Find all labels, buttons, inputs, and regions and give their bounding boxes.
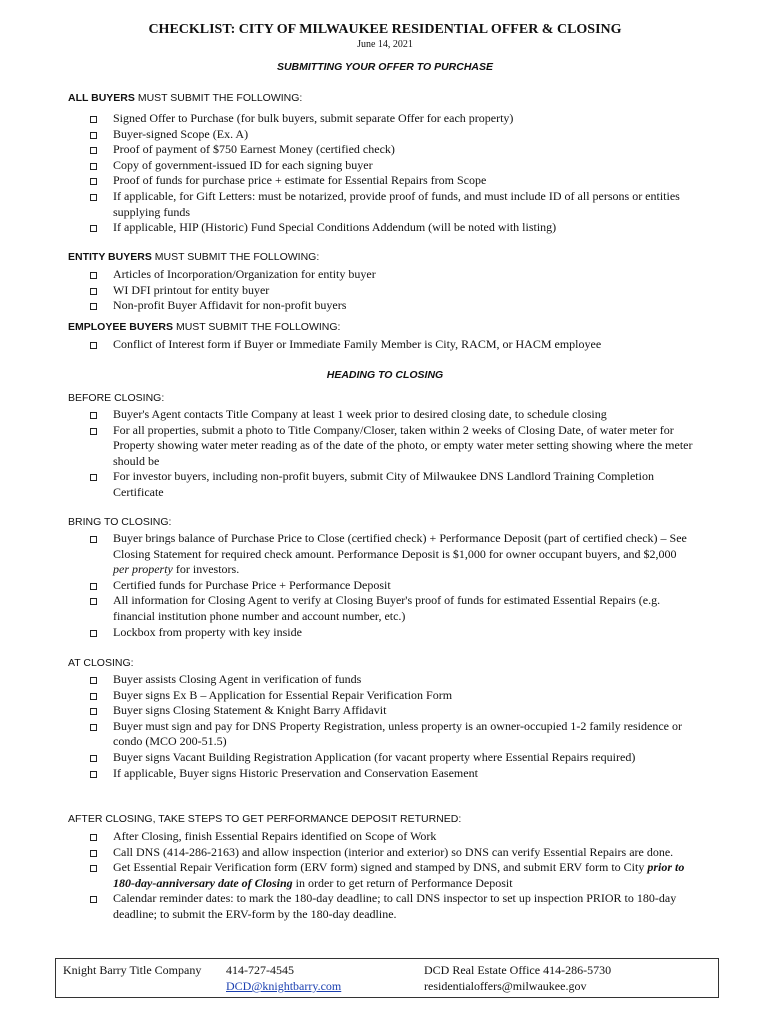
checkbox-icon[interactable] xyxy=(90,412,97,419)
checkbox-icon[interactable] xyxy=(90,428,97,435)
checkbox-icon[interactable] xyxy=(90,834,97,841)
document-title: CHECKLIST: CITY OF MILWAUKEE RESIDENTIAL OFFER & CLOSING xyxy=(148,22,622,37)
list-item: Buyer brings balance of Purchase Price to Close (certified check) + Performance Deposit (part of certified check) – See Closing Statement for required check amount. Performance Deposit is $1,000 for owner occupant buyers, and $2,000 per property for investors. xyxy=(0,531,693,578)
checkbox-icon[interactable] xyxy=(90,536,97,543)
entity-buyers-label: ENTITY BUYERS MUST SUBMIT THE FOLLOWING: xyxy=(68,251,320,263)
before-closing-label: BEFORE CLOSING: xyxy=(68,392,165,404)
checkbox-icon[interactable] xyxy=(90,724,97,731)
list-item: Buyer signs Vacant Building Registration Application (for vacant property where Essential Repairs required) xyxy=(0,750,693,766)
list-item: Certified funds for Purchase Price + Performance Deposit xyxy=(0,578,693,594)
list-item: If applicable, HIP (Historic) Fund Special Conditions Addendum (will be noted with listing) xyxy=(0,220,693,236)
list-item: For investor buyers, including non-profit buyers, submit City of Milwaukee DNS Landlord Training Completion Certificate xyxy=(0,469,693,500)
list-item: Lockbox from property with key inside xyxy=(0,625,693,641)
checkbox-icon[interactable] xyxy=(90,583,97,590)
list-item: Buyer signs Ex B – Application for Essential Repair Verification Form xyxy=(0,688,693,704)
all-buyers-label: ALL BUYERS MUST SUBMIT THE FOLLOWING: xyxy=(68,92,303,104)
checkbox-icon[interactable] xyxy=(90,474,97,481)
list-item: Buyer-signed Scope (Ex. A) xyxy=(0,127,693,143)
after-closing-label: AFTER CLOSING, TAKE STEPS TO GET PERFORMANCE DEPOSIT RETURNED: xyxy=(68,813,462,825)
list-item: Get Essential Repair Verification form (ERV form) signed and stamped by DNS, and submit ERV form to City prior to 180-day-anniversary date of Closing in order to get return of Performance Deposit xyxy=(0,860,693,891)
list-item: Signed Offer to Purchase (for bulk buyers, submit separate Offer for each property) xyxy=(0,111,693,127)
footer-phone: 414-727-4545 xyxy=(226,963,294,977)
checkbox-icon[interactable] xyxy=(90,194,97,201)
checkbox-icon[interactable] xyxy=(90,225,97,232)
checkbox-icon[interactable] xyxy=(90,771,97,778)
footer-office: DCD Real Estate Office 414-286-5730 xyxy=(424,963,612,977)
document-date: June 14, 2021 xyxy=(357,39,413,50)
all-buyers-list xyxy=(0,111,693,236)
contact-footer xyxy=(55,958,719,998)
checkbox-icon[interactable] xyxy=(90,147,97,154)
checkbox-icon[interactable] xyxy=(90,288,97,295)
list-item: If applicable, Buyer signs Historic Preservation and Conservation Easement xyxy=(0,766,693,782)
footer-company: Knight Barry Title Company xyxy=(63,963,202,977)
before-closing-list xyxy=(0,407,693,501)
list-item: Call DNS (414-286-2163) and allow inspection (interior and exterior) so DNS can verify Essential Repairs are done. xyxy=(0,845,693,861)
list-item: Articles of Incorporation/Organization for entity buyer xyxy=(0,267,693,283)
list-item: Conflict of Interest form if Buyer or Immediate Family Member is City, RACM, or HACM employee xyxy=(0,337,693,353)
list-item: For all properties, submit a photo to Title Company/Closer, taken within 2 weeks of Closing Date, of water meter for Property showing water meter reading as of the date of the photo, or empty water meter setting showing where the meter should be xyxy=(0,423,693,470)
checkbox-icon[interactable] xyxy=(90,598,97,605)
checkbox-icon[interactable] xyxy=(90,693,97,700)
checkbox-icon[interactable] xyxy=(90,342,97,349)
employee-buyers-list xyxy=(0,337,693,353)
bring-to-closing-label: BRING TO CLOSING: xyxy=(68,516,172,528)
list-item: Buyer must sign and pay for DNS Property Registration, unless property is an owner-occupied 1-2 family residence or condo (MCO 200-51.5) xyxy=(0,719,693,750)
list-item: Buyer signs Closing Statement & Knight Barry Affidavit xyxy=(0,703,693,719)
checkbox-icon[interactable] xyxy=(90,272,97,279)
list-item: Copy of government-issued ID for each signing buyer xyxy=(0,158,693,174)
list-item: If applicable, for Gift Letters: must be notarized, provide proof of funds, and must include ID of all persons or entities supplying funds xyxy=(0,189,693,220)
employee-buyers-label: EMPLOYEE BUYERS MUST SUBMIT THE FOLLOWING: xyxy=(68,321,341,333)
list-item: Buyer assists Closing Agent in verification of funds xyxy=(0,672,693,688)
at-closing-list xyxy=(0,672,693,781)
checkbox-icon[interactable] xyxy=(90,303,97,310)
list-item: Buyer's Agent contacts Title Company at least 1 week prior to desired closing date, to schedule closing xyxy=(0,407,693,423)
entity-buyers-list xyxy=(0,267,693,314)
list-item: Calendar reminder dates: to mark the 180-day deadline; to call DNS inspector to set up inspection PRIOR to 180-day deadline; to submit the ERV-form by the 180-day deadline. xyxy=(0,891,693,922)
list-item: WI DFI printout for entity buyer xyxy=(0,283,693,299)
checkbox-icon[interactable] xyxy=(90,116,97,123)
offer-heading: SUBMITTING YOUR OFFER TO PURCHASE xyxy=(276,61,494,73)
checkbox-icon[interactable] xyxy=(90,865,97,872)
after-closing-list xyxy=(0,829,693,923)
checkbox-icon[interactable] xyxy=(90,896,97,903)
list-item: After Closing, finish Essential Repairs identified on Scope of Work xyxy=(0,829,693,845)
bring-to-closing-list xyxy=(0,531,693,640)
checkbox-icon[interactable] xyxy=(90,630,97,637)
closing-heading: HEADING TO CLOSING xyxy=(326,369,444,381)
list-item: Proof of payment of $750 Earnest Money (certified check) xyxy=(0,142,693,158)
list-item: All information for Closing Agent to verify at Closing Buyer's proof of funds for estimated Essential Repairs (e.g. financial institution phone number and account number, etc.) xyxy=(0,593,693,624)
list-item: Non-profit Buyer Affidavit for non-profit buyers xyxy=(0,298,693,314)
checkbox-icon[interactable] xyxy=(90,178,97,185)
checkbox-icon[interactable] xyxy=(90,850,97,857)
checkbox-icon[interactable] xyxy=(90,163,97,170)
footer-office-email: residentialoffers@milwaukee.gov xyxy=(424,979,587,993)
checkbox-icon[interactable] xyxy=(90,677,97,684)
at-closing-label: AT CLOSING: xyxy=(68,657,134,669)
footer-email-link[interactable]: DCD@knightbarry.com xyxy=(226,979,342,993)
checkbox-icon[interactable] xyxy=(90,708,97,715)
list-item: Proof of funds for purchase price + estimate for Essential Repairs from Scope xyxy=(0,173,693,189)
checkbox-icon[interactable] xyxy=(90,755,97,762)
checkbox-icon[interactable] xyxy=(90,132,97,139)
